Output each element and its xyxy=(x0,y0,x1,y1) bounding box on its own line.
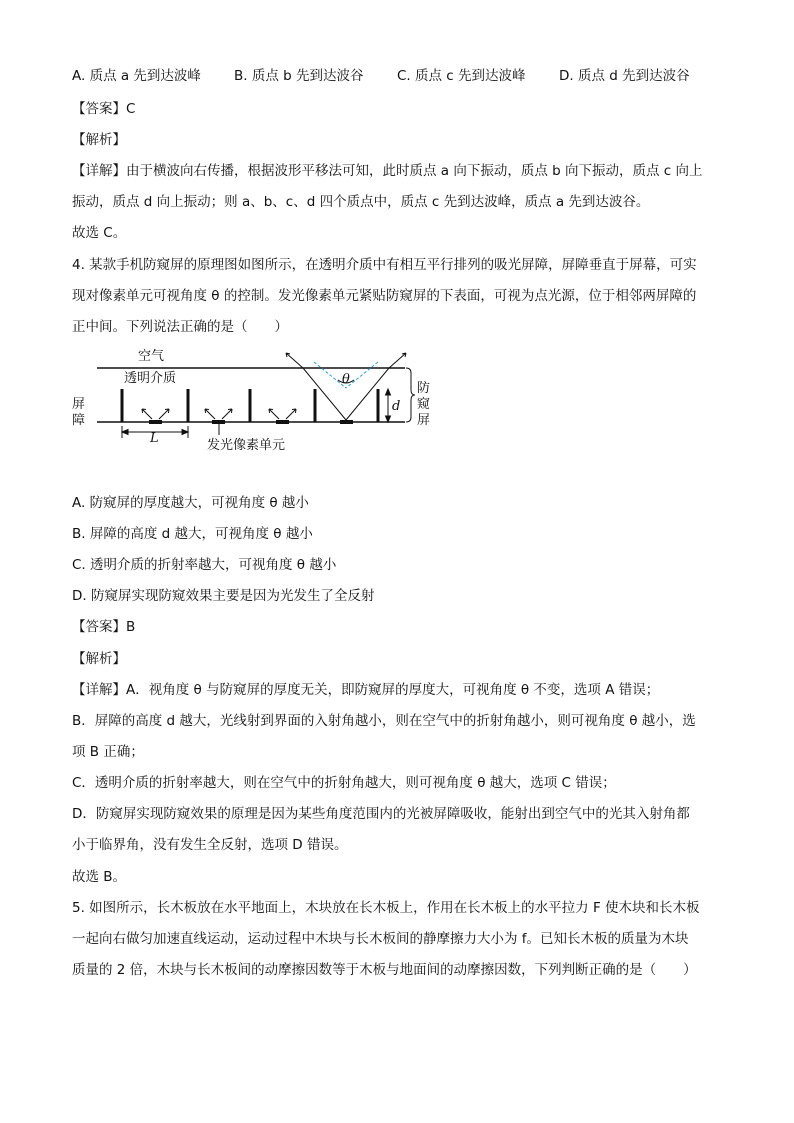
q4-detail-line-4: C．透明介质的折射率越大，则在空气中的折射角越大，则可视角度 θ 越大，选项 C 错误； xyxy=(72,775,616,791)
pixel-unit xyxy=(340,420,353,424)
q3-detail-line-1: 【详解】由于横波向右传播，根据波形平移法可知，此时质点 a 向下振动，质点 b 向下振动，质点 c 向上 xyxy=(72,163,703,179)
label-screen-2: 窥 xyxy=(417,397,431,412)
q3-option-a[interactable]: A. 质点 a 先到达波峰 xyxy=(72,68,201,84)
screen-brace xyxy=(406,368,415,422)
q4-option-d[interactable]: D. 防窥屏实现防窥效果主要是因为光发生了全反射 xyxy=(72,588,375,604)
q4-detail-line-6: 小于临界角，没有发生全反射，选项 D 错误。 xyxy=(72,837,348,853)
q4-answer: 【答案】B xyxy=(72,619,136,635)
label-barrier-2: 障 xyxy=(72,413,86,428)
q4-conclusion: 故选 B。 xyxy=(72,869,127,885)
q3-answer: 【答案】C xyxy=(72,101,136,117)
pixel-unit xyxy=(149,420,162,424)
q3-option-c[interactable]: C. 质点 c 先到达波峰 xyxy=(397,68,526,84)
q5-stem-line-2: 一起向右做匀加速直线运动，运动过程中木块与长木板间的静摩擦力大小为 f。已知长木板的质量为木块 xyxy=(72,931,689,947)
q4-detail-line-1: 【详解】A．视角度 θ 与防窥屏的厚度无关，即防窥屏的厚度大，可视角度 θ 不变，选项 A 错误； xyxy=(72,682,660,698)
label-d: d xyxy=(392,399,401,414)
q3-option-b[interactable]: B. 质点 b 先到达波谷 xyxy=(234,68,364,84)
q3-options xyxy=(72,66,690,86)
q4-analysis-label: 【解析】 xyxy=(72,651,126,667)
q5-stem-line-3: 质量的 2 倍，木块与长木板间的动摩擦因数等于木板与地面间的动摩擦因数，下列判断正确的是（ ） xyxy=(72,962,697,978)
q3-analysis-label: 【解析】 xyxy=(72,132,126,148)
q4-stem-line-3: 正中间。下列说法正确的是（ ） xyxy=(72,319,288,335)
label-theta: θ xyxy=(342,372,350,387)
label-pixel-unit: 发光像素单元 xyxy=(207,438,286,453)
label-screen-3: 屏 xyxy=(417,413,431,428)
label-medium: 透明介质 xyxy=(124,371,177,386)
label-air: 空气 xyxy=(138,349,165,364)
q4-detail-line-2: B．屏障的高度 d 越大，光线射到界面的入射角越小，则在空气中的折射角越小，则可视角度 θ 越小，选 xyxy=(72,713,696,729)
d-dimension xyxy=(386,389,391,422)
privacy-screen-diagram xyxy=(70,346,450,480)
q4-option-b[interactable]: B. 屏障的高度 d 越大，可视角度 θ 越小 xyxy=(72,526,313,542)
q4-detail-line-3: 项 B 正确； xyxy=(72,744,144,760)
label-l: L xyxy=(150,431,159,446)
q3-option-d[interactable]: D. 质点 d 先到达波谷 xyxy=(559,68,690,84)
q5-stem-line-1: 5. 如图所示，长木板放在水平地面上，木块放在长木板上，作用在长木板上的水平拉力 F 使木块和长木板 xyxy=(72,900,700,916)
q4-stem-line-2: 现对像素单元可视角度 θ 的控制。发光像素单元紧贴防窥屏的下表面，可视为点光源，位于相邻两屏障的 xyxy=(72,288,697,304)
q4-option-c[interactable]: C. 透明介质的折射率越大，可视角度 θ 越小 xyxy=(72,557,337,573)
label-barrier-1: 屏 xyxy=(72,397,86,412)
pixel-unit xyxy=(276,420,289,424)
label-screen-1: 防 xyxy=(417,381,431,396)
q4-detail-line-5: D．防窥屏实现防窥效果的原理是因为某些角度范围内的光被屏障吸收，能射出到空气中的光其入射角都 xyxy=(72,806,690,822)
q3-conclusion: 故选 C。 xyxy=(72,225,127,241)
q3-detail-line-2: 振动，质点 d 向上振动；则 a、b、c、d 四个质点中，质点 c 先到达波峰，质点 a 先到达波谷。 xyxy=(72,194,650,210)
q4-option-a[interactable]: A. 防窥屏的厚度越大，可视角度 θ 越小 xyxy=(72,495,309,511)
pixel-unit xyxy=(212,420,225,424)
light-rays-short xyxy=(142,409,296,419)
q4-stem-line-1: 4. 某款手机防窥屏的原理图如图所示，在透明介质中有相互平行排列的吸光屏障，屏障垂直于屏幕，可实 xyxy=(72,257,697,273)
